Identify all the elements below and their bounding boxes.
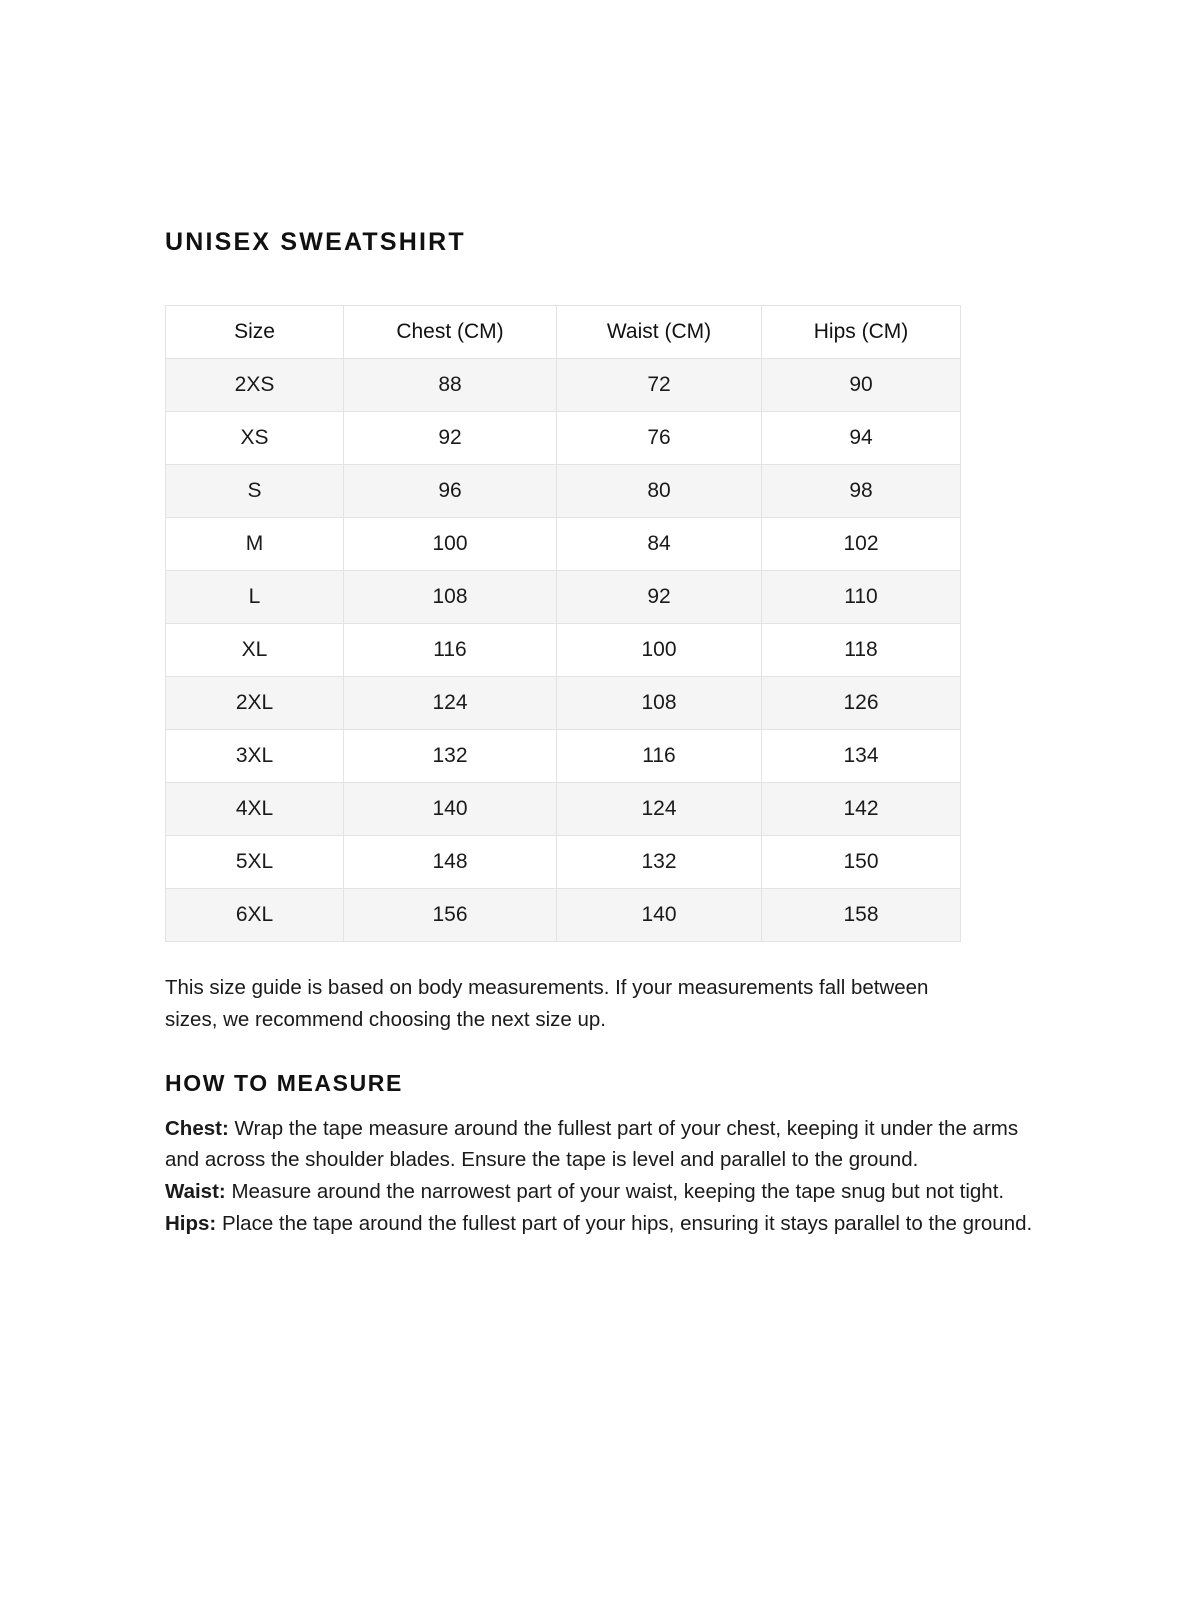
measurement-cell: 126 [762, 677, 961, 730]
table-row [166, 783, 961, 836]
measurement-cell: 140 [557, 889, 762, 942]
table-body [166, 359, 961, 942]
measurement-cell: 124 [344, 677, 557, 730]
measurement-cell: 96 [344, 465, 557, 518]
measurement-cell: 148 [344, 836, 557, 889]
measurement-cell: 76 [557, 412, 762, 465]
size-cell: 2XS [166, 359, 344, 412]
measure-text: Place the tape around the fullest part of your hips, ensuring it stays parallel to the ground. [216, 1211, 1033, 1235]
how-to-measure-list [165, 1113, 1035, 1240]
measurement-cell: 150 [762, 836, 961, 889]
measurement-cell: 100 [344, 518, 557, 571]
measurement-cell: 92 [557, 571, 762, 624]
table-row [166, 889, 961, 942]
size-guide-note: This size guide is based on body measurements. If your measurements fall between sizes, we recommend choosing the next size up. [165, 976, 929, 1031]
table-header-row [166, 306, 961, 359]
measurement-cell: 140 [344, 783, 557, 836]
measure-text: Measure around the narrowest part of your waist, keeping the tape snug but not tight. [225, 1180, 1005, 1204]
size-cell: 5XL [166, 836, 344, 889]
table-row [166, 571, 961, 624]
measurement-cell: 92 [344, 412, 557, 465]
column-header: Waist (CM) [557, 306, 762, 359]
column-header: Chest (CM) [344, 306, 557, 359]
measurement-cell: 124 [557, 783, 762, 836]
table-row [166, 412, 961, 465]
size-cell: 3XL [166, 730, 344, 783]
measure-instruction [165, 1113, 1035, 1177]
size-cell: 2XL [166, 677, 344, 730]
measure-label: Waist: [165, 1180, 226, 1204]
how-to-measure-title: HOW TO MEASURE [165, 1069, 403, 1096]
measure-label: Chest: [165, 1116, 229, 1140]
size-cell: 4XL [166, 783, 344, 836]
measurement-cell: 116 [344, 624, 557, 677]
measurement-cell: 116 [557, 730, 762, 783]
measure-label: Hips: [165, 1211, 217, 1235]
measurement-cell: 132 [344, 730, 557, 783]
measurement-cell: 118 [762, 624, 961, 677]
table-header [166, 306, 961, 359]
size-cell: XS [166, 412, 344, 465]
page-title: UNISEX SWEATSHIRT [165, 228, 466, 256]
table-row [166, 465, 961, 518]
measurement-cell: 88 [344, 359, 557, 412]
measure-instruction [165, 1176, 1035, 1208]
measurement-cell: 84 [557, 518, 762, 571]
size-cell: S [166, 465, 344, 518]
size-chart-table [165, 305, 961, 942]
size-cell: 6XL [166, 889, 344, 942]
column-header: Hips (CM) [762, 306, 961, 359]
table-row [166, 677, 961, 730]
size-cell: XL [166, 624, 344, 677]
measurement-cell: 90 [762, 359, 961, 412]
measurement-cell: 98 [762, 465, 961, 518]
measurement-cell: 108 [557, 677, 762, 730]
column-header: Size [166, 306, 344, 359]
measure-instruction [165, 1208, 1035, 1240]
measurement-cell: 134 [762, 730, 961, 783]
measurement-cell: 72 [557, 359, 762, 412]
measurement-cell: 94 [762, 412, 961, 465]
table-row [166, 518, 961, 571]
table-row [166, 730, 961, 783]
measurement-cell: 102 [762, 518, 961, 571]
table-row [166, 624, 961, 677]
measurement-cell: 158 [762, 889, 961, 942]
measurement-cell: 108 [344, 571, 557, 624]
measurement-cell: 156 [344, 889, 557, 942]
table-row [166, 359, 961, 412]
size-cell: M [166, 518, 344, 571]
measurement-cell: 132 [557, 836, 762, 889]
measurement-cell: 110 [762, 571, 961, 624]
measurement-cell: 100 [557, 624, 762, 677]
measurement-cell: 142 [762, 783, 961, 836]
measure-text: Wrap the tape measure around the fullest part of your chest, keeping it under the arms and across the shoulder blades. Ensure the tape is level and parallel to the ground. [165, 1116, 1019, 1172]
size-cell: L [166, 571, 344, 624]
table-row [166, 836, 961, 889]
measurement-cell: 80 [557, 465, 762, 518]
